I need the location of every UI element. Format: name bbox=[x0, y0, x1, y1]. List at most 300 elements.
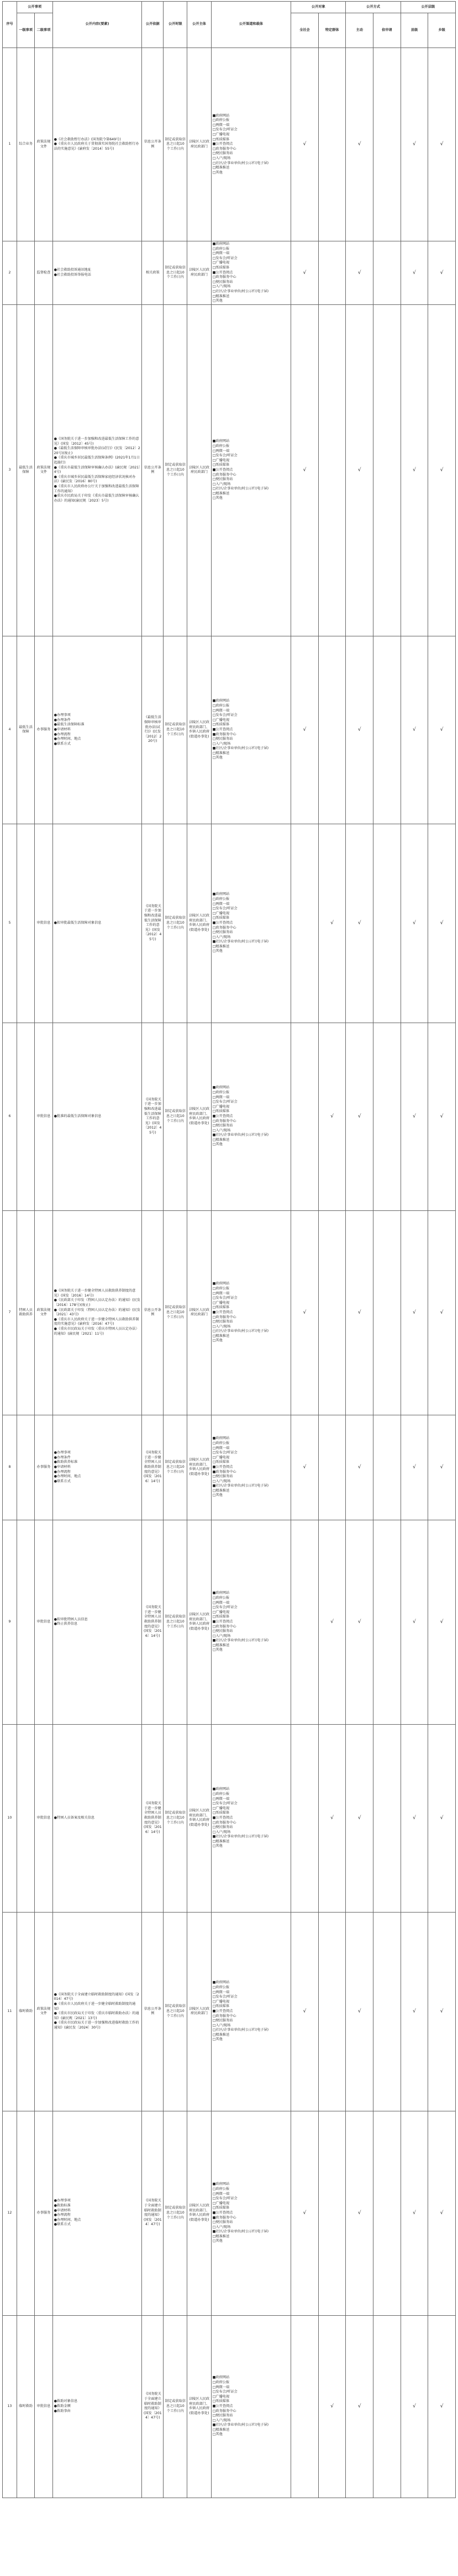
row-content bbox=[52, 241, 142, 305]
row-channels bbox=[211, 2315, 291, 2498]
row-channels-line: □便民服务站 bbox=[212, 2220, 233, 2225]
row-channels-line: □政府公报 bbox=[212, 703, 230, 708]
row-channels-line: ■公开查阅点 bbox=[212, 1114, 233, 1118]
row-content-line: ●救助事由 bbox=[54, 2409, 71, 2413]
row-channels-line: ■社区/企事业单位/村公示栏(电子屏) bbox=[212, 2230, 269, 2234]
row-channels-line: □两微一端 bbox=[212, 708, 230, 713]
row-channels-line: □广播电视 bbox=[212, 1806, 230, 1810]
row-level1 bbox=[17, 241, 34, 305]
header-active: 主动 bbox=[346, 13, 373, 48]
row-deadline: 制定或获取信息之日起10个工作日内 bbox=[164, 1724, 187, 1912]
row-channels-line: □政府公报 bbox=[212, 444, 230, 448]
row-level1: 临时救助 bbox=[17, 1912, 34, 2111]
row-apply bbox=[373, 2315, 401, 2498]
row-seq: 3 bbox=[3, 304, 17, 636]
row-active: √ bbox=[346, 636, 373, 824]
header-mode-group: 公开方式 bbox=[346, 2, 401, 13]
row-channels bbox=[211, 48, 291, 241]
row-active: √ bbox=[346, 1912, 373, 2111]
row-channels-line: □纸质媒体 bbox=[212, 463, 230, 467]
row-channels-line: □两微一端 bbox=[212, 902, 230, 906]
row-apply bbox=[373, 1023, 401, 1210]
row-channels-line: ■公开查阅点 bbox=[212, 2210, 233, 2215]
row-basis: 信息公开条例 bbox=[142, 304, 164, 636]
row-channels-line: □纸质媒体 bbox=[212, 1615, 230, 1619]
row-channels-line: □两微一端 bbox=[212, 251, 230, 256]
row-channels-line: ■政府网站 bbox=[212, 439, 230, 444]
row-channels-line: ■社区/企事业单位/村公示栏(电子屏) bbox=[212, 1835, 269, 1839]
row-subject: 涪陵区人民政府民政部门、乡镇人民政府(街道办事处) bbox=[187, 636, 211, 824]
row-level1: 综合业务 bbox=[17, 48, 34, 241]
row-channels-line: ■公开查阅点 bbox=[212, 2009, 233, 2013]
row-deadline: 制定或获取信息之日起10个工作日内 bbox=[164, 1520, 187, 1724]
row-channels-line: □发布会/听证会 bbox=[212, 256, 238, 260]
row-specific-group bbox=[318, 2111, 346, 2315]
row-township: √ bbox=[428, 304, 456, 636]
row-seq: 2 bbox=[3, 241, 17, 305]
row-channels-line: □其他 bbox=[212, 1339, 223, 1343]
row-channels-line: ■社区/企事业单位/村公示栏(电子屏) bbox=[212, 940, 269, 944]
row-content-line: ●《重庆市人民政府关于进一步健全临时救助制度的通知》 bbox=[54, 2002, 136, 2011]
row-channels bbox=[211, 824, 291, 1023]
row-township: √ bbox=[428, 241, 456, 305]
header-apply: 依申请 bbox=[373, 13, 401, 48]
row-specific-group bbox=[318, 304, 346, 636]
row-apply bbox=[373, 1724, 401, 1912]
row-content-line: ●办理事项 bbox=[54, 2199, 71, 2203]
row-channels bbox=[211, 1912, 291, 2111]
row-channels-line: □入户/现场 bbox=[212, 935, 231, 939]
row-channels-line: □社区/企事业单位/村公示栏(电子屏) bbox=[212, 1329, 269, 1334]
row-county: √ bbox=[401, 1912, 428, 2111]
row-level1 bbox=[17, 1520, 34, 1724]
row-level2: 审批信息 bbox=[35, 1520, 52, 1724]
row-channels-line: □精准推送 bbox=[212, 491, 230, 496]
row-level2: 政策法规文件 bbox=[35, 304, 52, 636]
row-content bbox=[52, 2315, 142, 2498]
row-township: √ bbox=[428, 2315, 456, 2498]
row-channels bbox=[211, 241, 291, 305]
row-content bbox=[52, 1210, 142, 1415]
table-row bbox=[3, 48, 456, 241]
row-seq: 10 bbox=[3, 1724, 17, 1912]
row-content-line: ●办理时间、地点 bbox=[54, 1474, 81, 1479]
row-subject: 涪陵区人民政府民政部门、乡镇人民政府(街道办事处) bbox=[187, 2111, 211, 2315]
row-specific-group bbox=[318, 48, 346, 241]
row-channels-line: □入户/现场 bbox=[212, 2418, 231, 2422]
row-township: √ bbox=[428, 1023, 456, 1210]
row-channels-line: □其他 bbox=[212, 170, 223, 175]
header-level1: 一级事项 bbox=[17, 13, 34, 48]
row-active: √ bbox=[346, 1724, 373, 1912]
row-channels-line: □发布会/听证会 bbox=[212, 2196, 238, 2201]
disclosure-table bbox=[2, 1, 456, 2498]
row-channels-line: ■政府网站 bbox=[212, 113, 230, 118]
row-county: √ bbox=[401, 1210, 428, 1415]
row-channels-line: □精准推送 bbox=[212, 2427, 230, 2432]
row-channels-line: ■公开查阅点 bbox=[212, 142, 233, 146]
row-all-society bbox=[291, 2315, 319, 2498]
row-channels-line: □其他 bbox=[212, 2037, 223, 2042]
table-row bbox=[3, 636, 456, 824]
header-deadline: 公开时限 bbox=[164, 2, 187, 48]
row-channels-line: ■公开查阅点 bbox=[212, 467, 233, 472]
row-content-line: ●最低生活保障标准 bbox=[54, 723, 85, 727]
row-content-line: ●申请材料 bbox=[54, 727, 71, 731]
row-county: √ bbox=[401, 1023, 428, 1210]
row-seq: 4 bbox=[3, 636, 17, 824]
row-county: √ bbox=[401, 824, 428, 1023]
row-channels-line: □纸质媒体 bbox=[212, 265, 230, 270]
row-county: √ bbox=[401, 636, 428, 824]
row-channels-line: ■政府网站 bbox=[212, 242, 230, 246]
row-subject: 涪陵区人民政府民政部门 bbox=[187, 48, 211, 241]
row-basis: 信息公开条例 bbox=[142, 1210, 164, 1415]
row-basis: 《国务院关于进一步健全特困人员救助供养制度的意见》(国发〔2016〕14号) bbox=[142, 1724, 164, 1912]
row-level1 bbox=[17, 2111, 34, 2315]
row-channels-line: □其他 bbox=[212, 496, 223, 501]
row-specific-group bbox=[318, 1210, 346, 1415]
row-channels-line: □政府公报 bbox=[212, 1792, 230, 1796]
row-all-society: √ bbox=[291, 636, 319, 824]
row-township: √ bbox=[428, 824, 456, 1023]
header-township: 乡级 bbox=[428, 13, 456, 48]
header-matter-group: 公开事项 bbox=[17, 2, 52, 13]
row-channels-line: □广播电视 bbox=[212, 261, 230, 265]
row-township: √ bbox=[428, 1912, 456, 2111]
row-county: √ bbox=[401, 1415, 428, 1520]
row-channels-line: □两微一端 bbox=[212, 1990, 230, 1994]
row-channels-line: □精准推送 bbox=[212, 166, 230, 170]
row-content-line: ●《重庆市民政局关于印发〈重庆市特困人员认定办法〉的通知》(渝民规〔2021〕11号) bbox=[54, 1327, 139, 1336]
row-county: √ bbox=[401, 2315, 428, 2498]
row-content-line: ●《重庆市人民政府关于进一步健全特困人员救助供养制度的实施意见》(渝府发〔2016〕47号) bbox=[54, 1317, 139, 1326]
row-subject: 涪陵区人民政府民政部门、乡镇人民政府(街道办事处) bbox=[187, 1520, 211, 1724]
row-channels-line: □广播电视 bbox=[212, 1999, 230, 2004]
row-channels-line: □政府公报 bbox=[212, 897, 230, 901]
row-content-line: ●申请材料 bbox=[54, 1465, 71, 1469]
row-all-society: √ bbox=[291, 241, 319, 305]
row-township: √ bbox=[428, 1724, 456, 1912]
row-channels-line: □政府公报 bbox=[212, 1595, 230, 1600]
row-seq: 9 bbox=[3, 1520, 17, 1724]
row-channels-line: ■公开查阅点 bbox=[212, 1815, 233, 1820]
row-content-line: ●申请材料 bbox=[54, 2208, 71, 2212]
row-channels-line: □其他 bbox=[212, 949, 223, 954]
row-channels-line: □精准推送 bbox=[212, 1137, 230, 1142]
header-seq: 序号 bbox=[3, 2, 17, 48]
row-level2: 审批信息 bbox=[35, 2315, 52, 2498]
row-county: √ bbox=[401, 241, 428, 305]
table-body bbox=[3, 48, 456, 2498]
row-channels-line: □纸质媒体 bbox=[212, 2399, 230, 2404]
row-deadline: 制定或获取信息之日起10个工作日内 bbox=[164, 1023, 187, 1210]
row-channels-line: □广播电视 bbox=[212, 133, 230, 137]
row-basis: 信息公开条例 bbox=[142, 48, 164, 241]
row-channels-line: □便民服务站 bbox=[212, 1124, 233, 1128]
row-all-society bbox=[291, 1724, 319, 1912]
table-row bbox=[3, 1912, 456, 2111]
row-channels-line: □社区/企事业单位/村公示栏(电子屏) bbox=[212, 289, 269, 293]
row-channels-line: □精准推送 bbox=[212, 2032, 230, 2037]
row-level1: 最低生活保障 bbox=[17, 636, 34, 824]
row-channels-line: ■社区/企事业单位/村公示栏(电子屏) bbox=[212, 1484, 269, 1488]
row-specific-group: √ bbox=[318, 1724, 346, 1912]
row-content-line: ●办理条件 bbox=[54, 1455, 71, 1460]
row-level2: 政策法规文件 bbox=[35, 1912, 52, 2111]
row-channels-line: ■公开查阅点 bbox=[212, 2404, 233, 2408]
row-channels-line: □广播电视 bbox=[212, 911, 230, 915]
row-channels-line: □广播电视 bbox=[212, 458, 230, 462]
row-channels-line: □发布会/听证会 bbox=[212, 128, 238, 132]
row-channels-line: □纸质媒体 bbox=[212, 723, 230, 727]
row-channels-line: □其他 bbox=[212, 2432, 223, 2437]
header-all-society: 全社会 bbox=[291, 13, 319, 48]
row-deadline: 制定或获取信息之日起10个工作日内 bbox=[164, 636, 187, 824]
row-all-society: √ bbox=[291, 2111, 319, 2315]
row-seq: 1 bbox=[3, 48, 17, 241]
row-level1: 临时救助 bbox=[17, 2315, 34, 2498]
row-all-society: √ bbox=[291, 48, 319, 241]
row-channels-line: ■公开查阅点 bbox=[212, 1619, 233, 1624]
row-channels-line: □便民服务站 bbox=[212, 1474, 233, 1479]
table-row bbox=[3, 1210, 456, 1415]
row-specific-group: √ bbox=[318, 2315, 346, 2498]
row-apply bbox=[373, 48, 401, 241]
row-channels bbox=[211, 1210, 291, 1415]
row-content-line: ●《重庆市城乡居民最低生活保障条例》(2021年1月1日起施行) bbox=[54, 456, 140, 465]
row-content-line: ●批准的最低生活保障对象信息 bbox=[54, 1114, 102, 1118]
row-apply bbox=[373, 1415, 401, 1520]
row-content-line: ●《民政部关于印发〈特困人员认定办法〉的通知》(民发〔2016〕178号)(废止) bbox=[54, 1298, 140, 1308]
row-level1: 最低生活保障 bbox=[17, 304, 34, 636]
row-channels-line: ■政府网站 bbox=[212, 1282, 230, 1286]
row-channels-line: □政务服务中心 bbox=[212, 925, 236, 930]
row-content bbox=[52, 1724, 142, 1912]
header-basis: 公开依据 bbox=[142, 2, 164, 48]
row-basis: 信息公开条例 bbox=[142, 1912, 164, 2111]
row-content-line: ●社会救助投诉举报电话 bbox=[54, 272, 91, 277]
row-content-line: ●《最低生活保障审核审批办法(试行)》(民发〔2012〕220号)(废止) bbox=[54, 446, 140, 455]
row-seq: 5 bbox=[3, 824, 17, 1023]
row-channels bbox=[211, 1520, 291, 1724]
row-channels-line: □政府公报 bbox=[212, 1985, 230, 1989]
row-deadline: 制定或获取信息之日起10个工作日内 bbox=[164, 1912, 187, 2111]
row-content-line: ●《重庆市民政局关于进一步加强和改进临时救助工作的通知》(渝民发〔2024〕30号) bbox=[54, 2021, 139, 2030]
row-channels-line: □广播电视 bbox=[212, 1300, 230, 1305]
row-active: √ bbox=[346, 1210, 373, 1415]
row-channels-line: □纸质媒体 bbox=[212, 2004, 230, 2009]
row-channels-line: □其他 bbox=[212, 1648, 223, 1652]
row-county: √ bbox=[401, 1520, 428, 1724]
table-row bbox=[3, 1724, 456, 1912]
row-content-line: ●拟审批特困人员信息 bbox=[54, 1617, 88, 1621]
row-channels-line: □精准推送 bbox=[212, 2234, 230, 2238]
row-channels-line: ■社区/企事业单位/村公示栏(电子屏) bbox=[212, 1639, 269, 1643]
row-content-line: ●救助供养标准 bbox=[54, 1460, 78, 1465]
row-apply bbox=[373, 1912, 401, 2111]
row-channels-line: □广播电视 bbox=[212, 718, 230, 722]
row-content-line: ●联系方式 bbox=[54, 741, 71, 746]
row-content bbox=[52, 1912, 142, 2111]
row-content-line: ●《国务院关于进一步加强和改进最低生活保障工作的意见》(国发〔2012〕45号) bbox=[54, 437, 139, 446]
row-township: √ bbox=[428, 2111, 456, 2315]
row-channels-line: □政务服务中心 bbox=[212, 2409, 236, 2413]
row-channels-line: □纸质媒体 bbox=[212, 1811, 230, 1815]
row-channels-line: □发布会/听证会 bbox=[212, 907, 238, 911]
row-channels-line: ■公开查阅点 bbox=[212, 727, 233, 731]
row-active: √ bbox=[346, 1415, 373, 1520]
row-channels-line: □入户/现场 bbox=[212, 1479, 231, 1483]
row-content bbox=[52, 2111, 142, 2315]
row-channels-line: ■政务服务中心 bbox=[212, 732, 236, 736]
row-channels-line: □发布会/听证会 bbox=[212, 454, 238, 458]
row-content-line: ●办理事项 bbox=[54, 1451, 71, 1455]
row-seq: 8 bbox=[3, 1415, 17, 1520]
row-specific-group bbox=[318, 241, 346, 305]
row-content bbox=[52, 48, 142, 241]
table-row bbox=[3, 1023, 456, 1210]
row-channels-line: □广播电视 bbox=[212, 1104, 230, 1109]
row-channels-line: □发布会/听证会 bbox=[212, 1995, 238, 1999]
row-channels-line: □政府公报 bbox=[212, 118, 230, 123]
row-all-society: √ bbox=[291, 1912, 319, 2111]
row-subject: 涪陵区人民政府民政部门 bbox=[187, 304, 211, 636]
row-channels-line: □政府公报 bbox=[212, 1090, 230, 1094]
row-basis: 《国务院关于全面建立临时救助制度的通知》(国发〔2014〕47号) bbox=[142, 2315, 164, 2498]
row-content bbox=[52, 1415, 142, 1520]
row-seq: 12 bbox=[3, 2111, 17, 2315]
row-basis: 相关政策 bbox=[142, 241, 164, 305]
row-seq: 11 bbox=[3, 1912, 17, 2111]
row-channels-line: □便民服务站 bbox=[212, 151, 233, 156]
row-channels-line: □发布会/听证会 bbox=[212, 1605, 238, 1610]
row-channels-line: □便民服务站 bbox=[212, 930, 233, 935]
row-county: √ bbox=[401, 2111, 428, 2315]
row-channels-line: □政府公报 bbox=[212, 1286, 230, 1290]
row-level1: 特困人员救助供养 bbox=[17, 1210, 34, 1415]
row-channels bbox=[211, 1724, 291, 1912]
row-channels-line: ■政府网站 bbox=[212, 1787, 230, 1792]
row-level2: 审批信息 bbox=[35, 1023, 52, 1210]
row-channels-line: □精准推送 bbox=[212, 1643, 230, 1647]
row-channels-line: □纸质媒体 bbox=[212, 1109, 230, 1114]
row-channels-line: □纸质媒体 bbox=[212, 916, 230, 920]
row-channels-line: □其他 bbox=[212, 299, 223, 303]
row-apply bbox=[373, 1520, 401, 1724]
row-subject: 涪陵区人民政府民政部门 bbox=[187, 241, 211, 305]
row-content bbox=[52, 824, 142, 1023]
header-county: 县级 bbox=[401, 13, 428, 48]
row-channels-line: □社区/企事业单位/村公示栏(电子屏) bbox=[212, 161, 269, 165]
row-channels-line: ■政务服务中心 bbox=[212, 1469, 236, 1474]
row-channels-line: □便民服务站 bbox=[212, 1629, 233, 1634]
row-all-society bbox=[291, 824, 319, 1023]
row-content bbox=[52, 304, 142, 636]
row-channels-line: ■社区/企事业单位/村公示栏(电子屏) bbox=[212, 2423, 269, 2427]
row-specific-group: √ bbox=[318, 1023, 346, 1210]
row-subject: 涪陵区人民政府民政部门、乡镇人民政府(街道办事处) bbox=[187, 1023, 211, 1210]
row-deadline: 制定或获取信息之日起10个工作日内 bbox=[164, 304, 187, 636]
row-active: √ bbox=[346, 2111, 373, 2315]
row-specific-group bbox=[318, 1415, 346, 1520]
row-channels-line: □发布会/听证会 bbox=[212, 1296, 238, 1300]
row-content-line: ●办理流程 bbox=[54, 732, 71, 736]
row-level2: 办事服务 bbox=[35, 2111, 52, 2315]
row-content-line: ●联系方式 bbox=[54, 2222, 71, 2227]
row-content-line: ●救助标准 bbox=[54, 2204, 71, 2208]
row-deadline: 制定或获取信息之日起10个工作日内 bbox=[164, 1210, 187, 1415]
row-content-line: ●办理条件 bbox=[54, 718, 71, 722]
row-channels-line: ■社区/企事业单位/村公示栏(电子屏) bbox=[212, 746, 269, 751]
row-specific-group: √ bbox=[318, 1520, 346, 1724]
row-subject: 涪陵区人民政府民政部门 bbox=[187, 1912, 211, 2111]
table-row bbox=[3, 304, 456, 636]
row-level1 bbox=[17, 1415, 34, 1520]
row-specific-group bbox=[318, 1912, 346, 2111]
row-channels-line: ■社区/企事业单位/村公示栏(电子屏) bbox=[212, 1133, 269, 1137]
row-apply bbox=[373, 824, 401, 1023]
row-channels-line: □其他 bbox=[212, 1142, 223, 1147]
row-specific-group: √ bbox=[318, 824, 346, 1023]
row-channels-line: ■公开查阅点 bbox=[212, 270, 233, 275]
row-apply bbox=[373, 1210, 401, 1415]
row-deadline: 制定或获取信息之日起10个工作日内 bbox=[164, 241, 187, 305]
row-deadline: 制定或获取信息之日起10个工作日内 bbox=[164, 48, 187, 241]
row-deadline: 制定或获取信息之日起10个工作日内 bbox=[164, 2111, 187, 2315]
row-all-society: √ bbox=[291, 1210, 319, 1415]
row-township: √ bbox=[428, 1210, 456, 1415]
row-active: √ bbox=[346, 1520, 373, 1724]
row-township: √ bbox=[428, 48, 456, 241]
header-level-group: 公开层级 bbox=[401, 2, 455, 13]
row-channels-line: □政务服务中心 bbox=[212, 472, 236, 477]
row-channels-line: □政务服务中心 bbox=[212, 1119, 236, 1123]
row-channels-line: □两微一端 bbox=[212, 1797, 230, 1801]
table-header bbox=[3, 2, 456, 48]
row-subject: 涪陵区人民政府民政部门、乡镇人民政府(街道办事处) bbox=[187, 824, 211, 1023]
row-channels-line: □政务服务中心 bbox=[212, 275, 236, 280]
row-channels-line: □政务服务中心 bbox=[212, 1624, 236, 1629]
row-content bbox=[52, 636, 142, 824]
row-channels-line: □两微一端 bbox=[212, 1095, 230, 1099]
row-channels-line: □便民服务站 bbox=[212, 1320, 233, 1324]
header-level2: 二级事项 bbox=[35, 13, 52, 48]
row-content-line: ●拟审批最低生活保障对象信息 bbox=[54, 920, 102, 925]
row-channels-line: □政务服务中心 bbox=[212, 146, 236, 151]
row-content-line: ●《重庆市最低生活保障审核确认办法》(渝民规〔2021〕4号) bbox=[54, 465, 141, 475]
row-channels-line: □政府公报 bbox=[212, 2187, 230, 2191]
row-content-line: ●《国务院关于进一步健全特困人员救助供养制度的意见》(国发〔2016〕14号) bbox=[54, 1289, 136, 1298]
row-deadline: 制定或获取信息之日起10个工作日内 bbox=[164, 1415, 187, 1520]
row-channels-line: ■政府网站 bbox=[212, 1086, 230, 1090]
row-content-line: ●救助金额 bbox=[54, 2404, 71, 2408]
row-level2: 办事服务 bbox=[35, 636, 52, 824]
row-content-line: ●办理事项 bbox=[54, 713, 71, 718]
row-channels-line: □入户/现场 bbox=[212, 741, 231, 746]
row-level2: 政策法规文件 bbox=[35, 48, 52, 241]
row-channels-line: □精准推送 bbox=[212, 1488, 230, 1493]
row-content bbox=[52, 1023, 142, 1210]
row-content-line: ●《重庆市民政局关于印发〈重庆市临时救助办法〉的通知》(渝民规〔2021〕13号) bbox=[54, 2011, 139, 2020]
row-content-line: ●《重庆市人民政府关于贯彻落实国务院社会救助暂行办法的实施意见》(渝府发〔2014〕55号) bbox=[54, 142, 139, 151]
row-level1 bbox=[17, 1724, 34, 1912]
row-channels-line: □入户/现场 bbox=[212, 1830, 231, 1834]
row-apply bbox=[373, 636, 401, 824]
table-row bbox=[3, 1415, 456, 1520]
row-channels-line: □其他 bbox=[212, 2239, 223, 2243]
row-channels-line: ■政府网站 bbox=[212, 2182, 230, 2187]
